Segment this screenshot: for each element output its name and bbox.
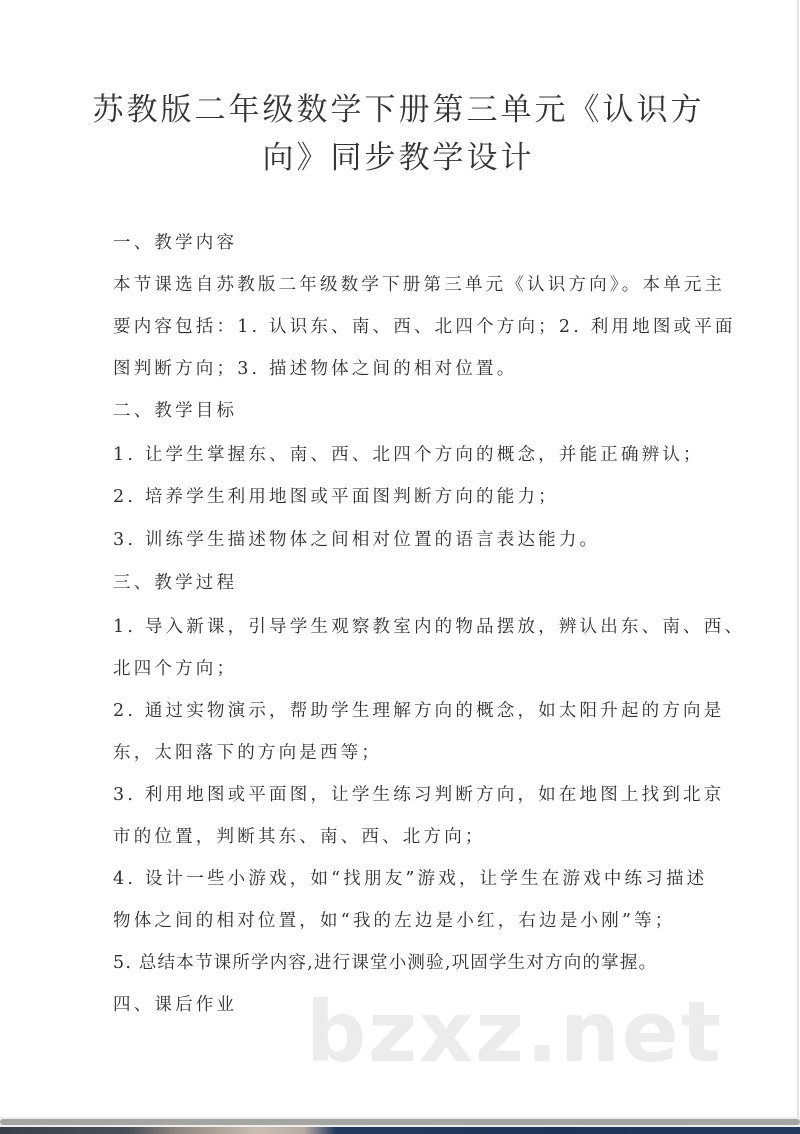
- list-item-continued: 物体之间的相对位置，如“我的左边是小红，右边是小刚”等；: [113, 911, 676, 931]
- list-item: 4. 设计一些小游戏，如“找朋友”游戏，让学生在游戏中练习描述: [113, 869, 708, 889]
- section-heading-teaching-content: 一、教学内容: [113, 233, 238, 253]
- list-item-continued: 东，太阳落下的方向是西等；: [113, 743, 383, 763]
- list-item: 1. 导入新课，引导学生观察教室内的物品摆放，辨认出东、南、西、: [113, 617, 746, 637]
- list-item-continued: 市的位置，判断其东、南、西、北方向；: [113, 827, 486, 847]
- background-image-strip: [0, 1127, 800, 1134]
- document-title-line-1: 苏教版二年级数学下册第三单元《认识方: [92, 92, 705, 128]
- list-item: 3. 利用地图或平面图，让学生练习判断方向，如在地图上找到北京: [113, 785, 725, 805]
- paragraph-line: 图判断方向；3. 描述物体之间的相对位置。: [113, 359, 518, 379]
- section-heading-teaching-goals: 二、教学目标: [113, 401, 238, 421]
- section-heading-homework: 四、课后作业: [113, 995, 238, 1015]
- list-item: 2. 通过实物演示，帮助学生理解方向的概念，如太阳升起的方向是: [113, 701, 725, 721]
- horizontal-scrollbar-thumb[interactable]: [0, 1119, 800, 1125]
- watermark-text: bzxz.net: [306, 983, 723, 1081]
- list-item: 2. 培养学生利用地图或平面图判断方向的能力；: [113, 487, 559, 507]
- list-item-continued: 北四个方向；: [113, 659, 238, 679]
- section-heading-teaching-process: 三、教学过程: [113, 573, 238, 593]
- list-item: 1. 让学生掌握东、南、西、北四个方向的概念，并能正确辨认；: [113, 445, 704, 465]
- paragraph-line: 本节课选自苏教版二年级数学下册第三单元《认识方向》。本单元主: [113, 275, 726, 295]
- list-item: 5. 总结本节课所学内容,进行课堂小测验,巩固学生对方向的掌握。: [113, 953, 658, 973]
- paragraph-line: 要内容包括：1. 认识东、南、西、北四个方向；2. 利用地图或平面: [113, 317, 736, 337]
- document-title-line-2: 向》同步教学设计: [262, 140, 535, 176]
- list-item: 3. 训练学生描述物体之间相对位置的语言表达能力。: [113, 530, 601, 550]
